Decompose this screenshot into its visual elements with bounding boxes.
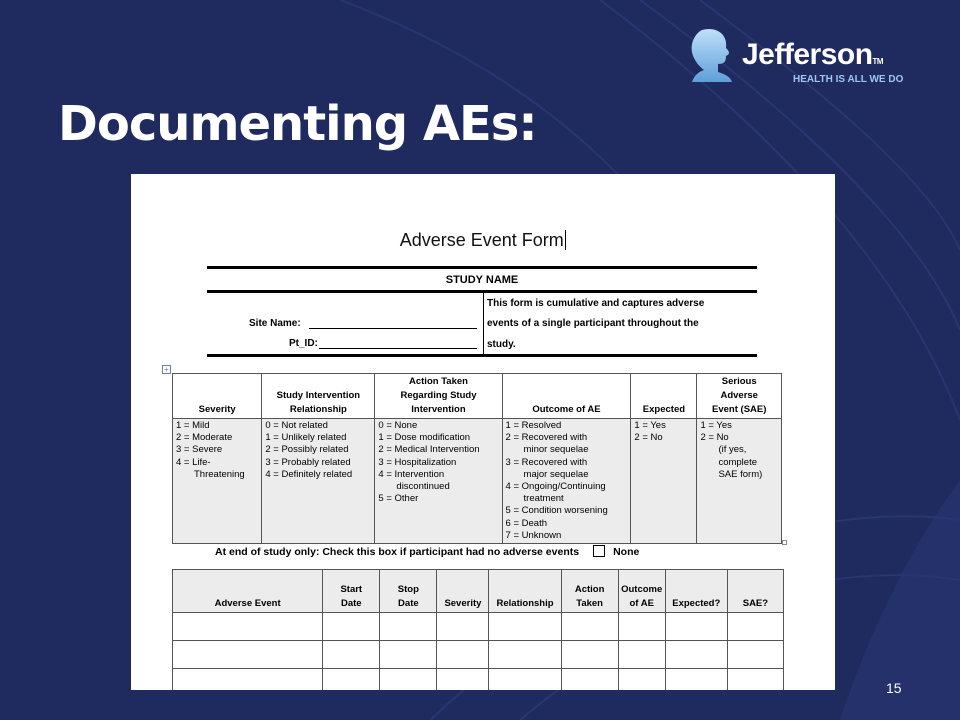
form-title: Adverse Event Form — [131, 230, 835, 251]
key-header — [697, 374, 782, 419]
text-cursor — [565, 230, 567, 250]
key-header-line: Serious — [721, 376, 757, 387]
key-header-line: Action Taken — [409, 376, 468, 387]
key-code-line: 2 = No — [700, 432, 729, 444]
key-code-line: 1 = Yes — [700, 420, 732, 431]
pt-id-label: Pt_ID: — [289, 338, 318, 349]
log-header-line: Severity — [444, 598, 482, 609]
log-cell[interactable] — [437, 669, 489, 691]
log-cell[interactable] — [665, 613, 727, 641]
log-cell[interactable] — [173, 669, 323, 691]
log-header-line: Relationship — [496, 598, 554, 609]
key-code-line: 4 = Intervention — [378, 468, 445, 480]
log-cell[interactable] — [489, 669, 561, 691]
key-code-line: 2 = Medical Intervention — [378, 444, 480, 456]
log-header-line: Expected? — [672, 598, 721, 609]
log-header-line: Start — [340, 584, 363, 595]
key-header-line: Study Intervention — [276, 390, 361, 401]
log-cell[interactable] — [437, 641, 489, 669]
log-cell[interactable] — [173, 613, 323, 641]
log-header — [665, 570, 727, 613]
key-code-line: SAE form) — [718, 468, 763, 480]
bottom-rule — [207, 354, 757, 357]
log-header-line: SAE? — [742, 598, 769, 609]
key-code-line: discontinued — [396, 481, 450, 493]
key-header-line: Expected — [642, 404, 686, 415]
log-cell[interactable] — [561, 613, 618, 641]
log-cell[interactable] — [665, 641, 727, 669]
key-code-line: treatment — [523, 493, 564, 505]
log-header — [323, 570, 380, 613]
key-header-line: Severity — [198, 404, 236, 415]
log-cell[interactable] — [665, 669, 727, 691]
log-cell[interactable] — [561, 669, 618, 691]
key-code-line: 3 = Hospitalization — [378, 456, 457, 468]
log-header — [173, 570, 323, 613]
key-code-line: 0 = Not related — [265, 420, 328, 431]
log-cell[interactable] — [727, 613, 783, 641]
logo-wordmark: JeffersonTM — [742, 38, 884, 71]
log-cell[interactable] — [618, 669, 665, 691]
key-cell — [631, 419, 697, 544]
log-header-line: Date — [340, 598, 362, 609]
key-header-line: Event (SAE) — [712, 404, 767, 415]
header-divider — [483, 292, 484, 355]
key-code-line: 2 = Possibly related — [265, 444, 349, 456]
key-code-line: 3 = Probably related — [265, 456, 351, 468]
log-header-line: Adverse Event — [214, 598, 281, 609]
key-code-line: 4 = Definitely related — [265, 468, 353, 480]
key-code-line: 1 = Resolved — [505, 420, 562, 431]
log-header-line: Taken — [576, 598, 603, 609]
log-cell[interactable] — [323, 613, 380, 641]
key-code-line: 2 = Moderate — [176, 432, 233, 444]
key-header-line: Relationship — [289, 404, 347, 415]
key-header — [502, 374, 631, 419]
key-code-line: 1 = Mild — [176, 420, 210, 431]
key-code-line: 1 = Dose modification — [378, 432, 471, 444]
log-cell[interactable] — [489, 613, 561, 641]
key-cell — [375, 419, 502, 544]
log-cell[interactable] — [380, 641, 437, 669]
study-name: STUDY NAME — [445, 274, 519, 286]
key-code-line: 4 = Ongoing/Continuing — [505, 481, 606, 493]
site-name-label: Site Name: — [249, 318, 301, 329]
log-header — [489, 570, 561, 613]
key-header — [173, 374, 262, 419]
logo-tagline: HEALTH IS ALL WE DO — [793, 74, 904, 85]
profile-head-icon — [688, 26, 736, 84]
key-code-line: 1 = Unlikely related — [265, 432, 347, 444]
log-header-line: Stop — [397, 584, 419, 595]
log-row — [173, 641, 784, 669]
no-adverse-events-checkbox[interactable] — [593, 545, 605, 557]
log-header — [727, 570, 783, 613]
key-header-line: Intervention — [411, 404, 466, 415]
log-header — [437, 570, 489, 613]
cumulative-note-line: This form is cumulative and captures adverse — [487, 298, 705, 309]
form-document-image — [131, 174, 835, 690]
log-cell[interactable] — [727, 641, 783, 669]
log-cell[interactable] — [489, 641, 561, 669]
log-cell[interactable] — [323, 669, 380, 691]
key-code-line: complete — [718, 456, 758, 468]
key-header — [375, 374, 502, 419]
key-cell — [502, 419, 631, 544]
key-code-line: Threatening — [194, 468, 245, 480]
cumulative-note-line: study. — [487, 338, 516, 350]
site-name-field[interactable] — [309, 328, 477, 329]
log-header-line: Outcome — [621, 584, 663, 595]
log-header-line: Action — [574, 584, 605, 595]
key-code-line: 4 = Life- — [176, 456, 211, 468]
log-cell[interactable] — [380, 613, 437, 641]
end-of-study-note: At end of study only: Check this box if participant had no adverse events None — [215, 546, 640, 558]
log-cell[interactable] — [437, 613, 489, 641]
none-label: None — [613, 546, 640, 558]
key-cell — [173, 419, 262, 544]
pt-id-field[interactable] — [319, 348, 477, 349]
key-code-line: 2 = Recovered with — [505, 432, 588, 444]
log-cell[interactable] — [173, 641, 323, 669]
key-header — [631, 374, 697, 419]
log-cell[interactable] — [561, 641, 618, 669]
page-number: 15 — [886, 680, 902, 696]
table-resize-handle[interactable] — [782, 540, 787, 545]
code-key-table — [172, 373, 782, 544]
key-code-line: 6 = Death — [505, 517, 548, 529]
key-code-line: 5 = Condition worsening — [505, 505, 608, 517]
study-rule — [207, 290, 757, 293]
log-header-line: Date — [398, 598, 419, 609]
key-code-line: 2 = No — [634, 432, 663, 444]
key-code-line: 3 = Recovered with — [505, 456, 588, 468]
log-cell[interactable] — [618, 641, 665, 669]
log-cell[interactable] — [618, 613, 665, 641]
log-header — [561, 570, 618, 613]
log-cell[interactable] — [380, 669, 437, 691]
log-row — [173, 613, 784, 641]
key-header-line: Adverse — [720, 390, 758, 401]
log-row — [173, 669, 784, 691]
key-code-line: 1 = Yes — [634, 420, 666, 431]
key-header-line: Outcome of AE — [532, 404, 601, 415]
key-cell — [262, 419, 375, 544]
key-code-line: minor sequelae — [523, 444, 589, 456]
log-cell[interactable] — [727, 669, 783, 691]
key-code-line: 7 = Unknown — [505, 529, 562, 541]
key-code-line: 0 = None — [378, 420, 418, 431]
cumulative-note — [487, 294, 751, 355]
jefferson-logo — [688, 26, 908, 90]
key-cell — [697, 419, 782, 544]
key-code-line: 5 = Other — [378, 493, 419, 505]
log-header — [618, 570, 665, 613]
cumulative-note-line: events of a single participant throughout the — [487, 318, 699, 330]
log-header-line: of AE — [629, 598, 654, 609]
key-code-line: major sequelae — [523, 468, 589, 480]
table-move-handle-icon[interactable]: + — [162, 365, 171, 374]
log-header — [380, 570, 437, 613]
adverse-event-log-table — [172, 569, 784, 690]
key-header-line: Regarding Study — [400, 390, 477, 401]
key-header — [262, 374, 375, 419]
log-cell[interactable] — [323, 641, 380, 669]
key-code-line: (if yes, — [718, 444, 747, 456]
slide-title: Documenting AEs: — [58, 96, 537, 152]
top-rule — [207, 266, 757, 269]
key-code-line: 3 = Severe — [176, 444, 223, 456]
